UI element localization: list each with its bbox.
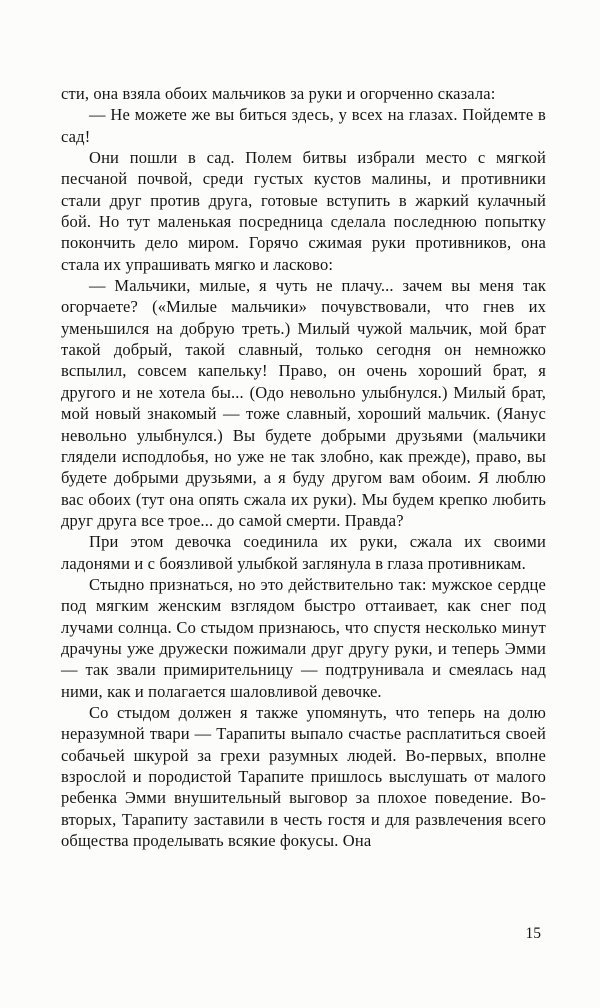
paragraph-dialogue: — Мальчики, милые, я чуть не плачу... зачем вы меня так огорчаете? («Милые мальчики» почувствовали, что гнев их уменьшился на добрую треть.) Милый чужой мальчик, мой брат такой добрый, такой славный, только сегодня он немножко вспылил, совсем капельку! Право, он очень хороший брат, я другого и не хотела бы... (Одо невольно улыбнулся.) Милый брат, мой новый знакомый — тоже славный, хороший мальчик. (Яанус невольно улыбнулся.) Вы будете добрыми друзьями (мальчики глядели исподлобья, но уже не так злобно, как прежде), право, вы будете добрыми друзьями, а я буду другом вам обоим. Я люблю вас обоих (тут она опять сжала их руки). Мы будем крепко любить друг друга все трое... до самой смерти. Правда? bbox=[61, 276, 546, 530]
paragraph: Со стыдом должен я также упомянуть, что теперь на долю неразумной твари — Тарапиты выпало счастье расплатиться своей собачьей шкурой за грехи разумных людей. Во-первых, вполне взрослой и породистой Тарапите пришлось выслушать от малого ребенка Эмми внушительный выговор за плохое поведение. Во-вторых, Тарапиту заставили в честь гостя и для развлечения всего общества проделывать всякие фокусы. Она bbox=[61, 702, 546, 851]
paragraph: Они пошли в сад. Полем битвы избрали место с мягкой песчаной почвой, среди густых кустов малины, и противники стали друг против друга, готовые вступить в жаркий кулачный бой. Но тут маленькая посредница сделала последнюю попытку покончить дело миром. Горячо сжимая руки противников, она стала их упрашивать мягко и ласково: bbox=[61, 148, 546, 274]
page-text bbox=[61, 83, 546, 851]
paragraph: Стыдно признаться, но это действительно так: мужское сердце под мягким женским взглядом быстро оттаивает, как снег под лучами солнца. Со стыдом признаюсь, что спустя несколько минут драчуны уже дружески пожимали друг другу руки, и теперь Эмми — так звали примирительницу — подтрунивала и смеялась над ними, как и полагается шаловливой девочке. bbox=[61, 574, 546, 701]
paragraph-continuation: сти, она взяла обоих мальчиков за руки и огорченно сказала: bbox=[61, 84, 496, 103]
page-number: 15 bbox=[525, 925, 541, 942]
paragraph: При этом девочка соединила их руки, сжала их своими ладонями и с боязливой улыбкой заглянула в глаза противникам. bbox=[61, 532, 546, 573]
paragraph-dialogue: — Не можете же вы биться здесь, у всех на глазах. Пойдемте в сад! bbox=[61, 105, 546, 146]
